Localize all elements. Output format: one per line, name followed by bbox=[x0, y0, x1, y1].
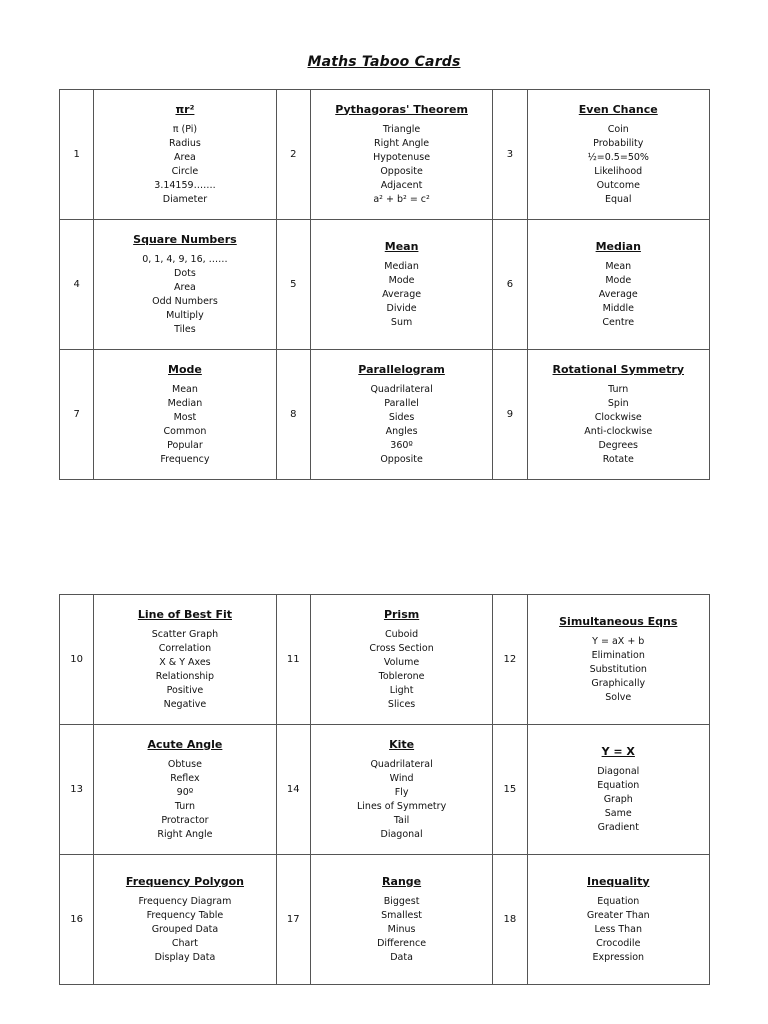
taboo-word: 3.14159……. bbox=[154, 179, 216, 191]
taboo-card bbox=[527, 90, 709, 220]
card-content bbox=[94, 595, 275, 724]
taboo-word: Negative bbox=[163, 698, 207, 710]
card-number: 8 bbox=[276, 350, 310, 480]
taboo-word: Slices bbox=[387, 698, 416, 710]
taboo-card bbox=[310, 90, 492, 220]
taboo-word: Graphically bbox=[591, 677, 646, 689]
taboo-word: Adjacent bbox=[380, 179, 423, 191]
taboo-word-list bbox=[588, 123, 649, 207]
taboo-card bbox=[310, 220, 492, 350]
taboo-word-list bbox=[369, 628, 433, 712]
taboo-word: X & Y Axes bbox=[159, 656, 211, 668]
card-target-word: Median bbox=[595, 239, 641, 253]
taboo-word: Diagonal bbox=[380, 828, 423, 840]
taboo-word: Turn bbox=[608, 383, 629, 395]
taboo-word: Turn bbox=[174, 800, 196, 812]
card-row bbox=[60, 220, 710, 350]
taboo-word: Most bbox=[173, 411, 197, 423]
taboo-word: Angles bbox=[385, 425, 418, 437]
taboo-word: Light bbox=[389, 684, 414, 696]
card-content bbox=[94, 220, 275, 349]
taboo-word: Divide bbox=[386, 302, 417, 314]
taboo-word: Tiles bbox=[174, 323, 196, 335]
taboo-word: Mean bbox=[172, 383, 198, 395]
taboo-word: Substitution bbox=[589, 663, 647, 675]
taboo-word: Average bbox=[382, 288, 422, 300]
card-number: 17 bbox=[276, 855, 310, 985]
taboo-word: Protractor bbox=[161, 814, 209, 826]
taboo-word: Parallel bbox=[384, 397, 419, 409]
card-row bbox=[60, 725, 710, 855]
taboo-word: Sides bbox=[388, 411, 415, 423]
taboo-card bbox=[94, 220, 276, 350]
taboo-word: Cuboid bbox=[385, 628, 419, 640]
card-number: 4 bbox=[60, 220, 94, 350]
taboo-word: Tail bbox=[393, 814, 410, 826]
card-content bbox=[311, 90, 492, 219]
taboo-word-list bbox=[152, 628, 218, 712]
taboo-word: Expression bbox=[592, 951, 645, 963]
taboo-word: Rotate bbox=[602, 453, 634, 465]
taboo-word: Quadrilateral bbox=[370, 758, 433, 770]
taboo-word: Toblerone bbox=[378, 670, 425, 682]
taboo-card bbox=[94, 90, 276, 220]
taboo-word: Odd Numbers bbox=[152, 295, 218, 307]
taboo-word: Biggest bbox=[383, 895, 420, 907]
taboo-word: Less Than bbox=[594, 923, 643, 935]
cards-table-2 bbox=[59, 594, 710, 985]
card-row bbox=[60, 855, 710, 985]
card-content bbox=[94, 725, 275, 854]
card-target-word: Rotational Symmetry bbox=[552, 362, 684, 376]
taboo-word-list bbox=[357, 758, 446, 842]
taboo-word: Mode bbox=[388, 274, 415, 286]
card-target-word: Simultaneous Eqns bbox=[559, 614, 678, 628]
taboo-word: Scatter Graph bbox=[151, 628, 219, 640]
taboo-word: Median bbox=[167, 397, 203, 409]
card-number: 15 bbox=[493, 725, 527, 855]
taboo-word-list bbox=[584, 383, 652, 467]
taboo-word: Hypotenuse bbox=[373, 151, 431, 163]
taboo-word: Frequency Table bbox=[146, 909, 224, 921]
taboo-word: Chart bbox=[171, 937, 198, 949]
taboo-card bbox=[310, 855, 492, 985]
card-number: 16 bbox=[60, 855, 94, 985]
taboo-word: Probability bbox=[593, 137, 644, 149]
taboo-word: ½=0.5=50% bbox=[587, 151, 649, 163]
taboo-word-list bbox=[142, 253, 227, 337]
card-number: 12 bbox=[493, 595, 527, 725]
card-target-word: Mean bbox=[384, 239, 419, 253]
card-number: 13 bbox=[60, 725, 94, 855]
taboo-word: Positive bbox=[166, 684, 204, 696]
taboo-word: Area bbox=[174, 151, 196, 163]
cards-table-1 bbox=[59, 89, 710, 480]
taboo-word: Sum bbox=[390, 316, 413, 328]
taboo-word: Centre bbox=[602, 316, 635, 328]
taboo-word: Equation bbox=[597, 895, 640, 907]
taboo-card bbox=[94, 350, 276, 480]
taboo-word: Circle bbox=[171, 165, 199, 177]
card-content bbox=[528, 90, 709, 219]
taboo-word: Opposite bbox=[380, 453, 423, 465]
card-target-word: πr² bbox=[175, 102, 195, 116]
taboo-card bbox=[527, 595, 709, 725]
taboo-word: Coin bbox=[607, 123, 629, 135]
taboo-word-list bbox=[382, 260, 421, 330]
taboo-word: Solve bbox=[605, 691, 632, 703]
card-target-word: Frequency Polygon bbox=[125, 874, 244, 888]
taboo-word: Fly bbox=[394, 786, 409, 798]
taboo-word-list bbox=[160, 383, 209, 467]
taboo-word: Equation bbox=[597, 779, 640, 791]
taboo-word: Popular bbox=[167, 439, 203, 451]
taboo-word: 360º bbox=[390, 439, 413, 451]
card-content bbox=[311, 595, 492, 724]
taboo-word: Cross Section bbox=[369, 642, 434, 654]
card-target-word: Kite bbox=[389, 737, 415, 751]
taboo-word: Mode bbox=[605, 274, 632, 286]
taboo-card bbox=[527, 725, 709, 855]
taboo-word: Graph bbox=[603, 793, 633, 805]
taboo-word: Median bbox=[384, 260, 419, 272]
taboo-word: Dots bbox=[174, 267, 196, 279]
taboo-word: Smallest bbox=[381, 909, 423, 921]
taboo-word-list bbox=[139, 895, 232, 965]
taboo-word: Right Angle bbox=[157, 828, 213, 840]
taboo-word: Frequency Diagram bbox=[138, 895, 232, 907]
taboo-word: Middle bbox=[602, 302, 634, 314]
taboo-word: π (Pi) bbox=[172, 123, 198, 135]
taboo-word: Gradient bbox=[597, 821, 639, 833]
taboo-word: Opposite bbox=[380, 165, 423, 177]
card-number: 14 bbox=[276, 725, 310, 855]
taboo-word: Quadrilateral bbox=[370, 383, 433, 395]
taboo-word: Y = aX + b bbox=[592, 635, 645, 647]
taboo-word: Obtuse bbox=[167, 758, 202, 770]
taboo-word: Greater Than bbox=[586, 909, 650, 921]
taboo-word: Likelihood bbox=[594, 165, 643, 177]
taboo-card bbox=[527, 350, 709, 480]
taboo-word-list bbox=[373, 123, 430, 207]
taboo-word: Grouped Data bbox=[151, 923, 219, 935]
card-target-word: Y = X bbox=[601, 744, 635, 758]
taboo-card bbox=[310, 595, 492, 725]
card-content bbox=[311, 725, 492, 854]
taboo-word: Right Angle bbox=[374, 137, 430, 149]
taboo-word: Spin bbox=[607, 397, 629, 409]
card-row bbox=[60, 350, 710, 480]
taboo-word: Degrees bbox=[598, 439, 639, 451]
taboo-word-list bbox=[597, 765, 639, 835]
card-content bbox=[94, 855, 275, 984]
taboo-word: Reflex bbox=[170, 772, 200, 784]
taboo-word: Same bbox=[604, 807, 632, 819]
taboo-word: Clockwise bbox=[594, 411, 642, 423]
taboo-word: a² + b² = c² bbox=[373, 193, 430, 205]
card-target-word: Inequality bbox=[587, 874, 650, 888]
taboo-word: Relationship bbox=[155, 670, 215, 682]
taboo-word: Equal bbox=[605, 193, 632, 205]
card-target-word: Even Chance bbox=[578, 102, 658, 116]
taboo-word: Average bbox=[598, 288, 638, 300]
taboo-word: Diagonal bbox=[597, 765, 640, 777]
card-number: 11 bbox=[276, 595, 310, 725]
taboo-card bbox=[527, 220, 709, 350]
card-number: 10 bbox=[60, 595, 94, 725]
taboo-word: Multiply bbox=[166, 309, 204, 321]
taboo-word: 90º bbox=[176, 786, 194, 798]
card-number: 2 bbox=[276, 90, 310, 220]
card-number: 9 bbox=[493, 350, 527, 480]
taboo-card bbox=[310, 350, 492, 480]
taboo-card bbox=[94, 595, 276, 725]
card-number: 6 bbox=[493, 220, 527, 350]
taboo-word: Crocodile bbox=[596, 937, 641, 949]
card-content bbox=[528, 350, 709, 479]
taboo-word-list bbox=[370, 383, 432, 467]
card-target-word: Pythagoras' Theorem bbox=[335, 102, 468, 116]
taboo-word: Data bbox=[390, 951, 413, 963]
taboo-word: 0, 1, 4, 9, 16, …… bbox=[142, 253, 228, 265]
taboo-card bbox=[527, 855, 709, 985]
taboo-word: Difference bbox=[377, 937, 427, 949]
card-content bbox=[94, 90, 275, 219]
taboo-word-list bbox=[157, 758, 212, 842]
taboo-word: Diameter bbox=[162, 193, 208, 205]
card-row bbox=[60, 595, 710, 725]
taboo-word: Wind bbox=[389, 772, 414, 784]
taboo-word: Area bbox=[174, 281, 196, 293]
card-number: 5 bbox=[276, 220, 310, 350]
card-content bbox=[94, 350, 275, 479]
card-content bbox=[311, 220, 492, 349]
page-title: Maths Taboo Cards bbox=[307, 54, 461, 70]
card-target-word: Mode bbox=[168, 362, 202, 376]
taboo-word: Lines of Symmetry bbox=[356, 800, 447, 812]
taboo-word: Display Data bbox=[154, 951, 216, 963]
card-number: 3 bbox=[493, 90, 527, 220]
taboo-word: Outcome bbox=[596, 179, 640, 191]
card-row bbox=[60, 90, 710, 220]
taboo-word-list bbox=[590, 635, 647, 705]
taboo-card bbox=[310, 725, 492, 855]
taboo-word-list bbox=[587, 895, 650, 965]
card-content bbox=[311, 855, 492, 984]
taboo-word-list bbox=[154, 123, 215, 207]
card-content bbox=[528, 725, 709, 854]
card-target-word: Prism bbox=[383, 607, 420, 621]
card-content bbox=[311, 350, 492, 479]
card-number: 7 bbox=[60, 350, 94, 480]
card-content bbox=[528, 855, 709, 984]
taboo-word: Anti-clockwise bbox=[584, 425, 653, 437]
card-target-word: Range bbox=[382, 874, 422, 888]
taboo-word: Common bbox=[163, 425, 207, 437]
card-target-word: Parallelogram bbox=[358, 362, 445, 376]
taboo-card bbox=[94, 855, 276, 985]
taboo-word: Volume bbox=[383, 656, 420, 668]
taboo-word-list bbox=[377, 895, 426, 965]
card-target-word: Line of Best Fit bbox=[137, 607, 232, 621]
card-content bbox=[528, 220, 709, 349]
taboo-word-list bbox=[599, 260, 638, 330]
taboo-word: Minus bbox=[387, 923, 416, 935]
card-content bbox=[528, 595, 709, 724]
taboo-word: Elimination bbox=[591, 649, 645, 661]
taboo-word: Radius bbox=[169, 137, 201, 149]
card-target-word: Acute Angle bbox=[147, 737, 223, 751]
taboo-word: Correlation bbox=[158, 642, 212, 654]
taboo-word: Triangle bbox=[382, 123, 421, 135]
taboo-card bbox=[94, 725, 276, 855]
card-number: 18 bbox=[493, 855, 527, 985]
taboo-word: Mean bbox=[605, 260, 632, 272]
card-number: 1 bbox=[60, 90, 94, 220]
card-target-word: Square Numbers bbox=[133, 232, 237, 246]
taboo-word: Frequency bbox=[160, 453, 210, 465]
